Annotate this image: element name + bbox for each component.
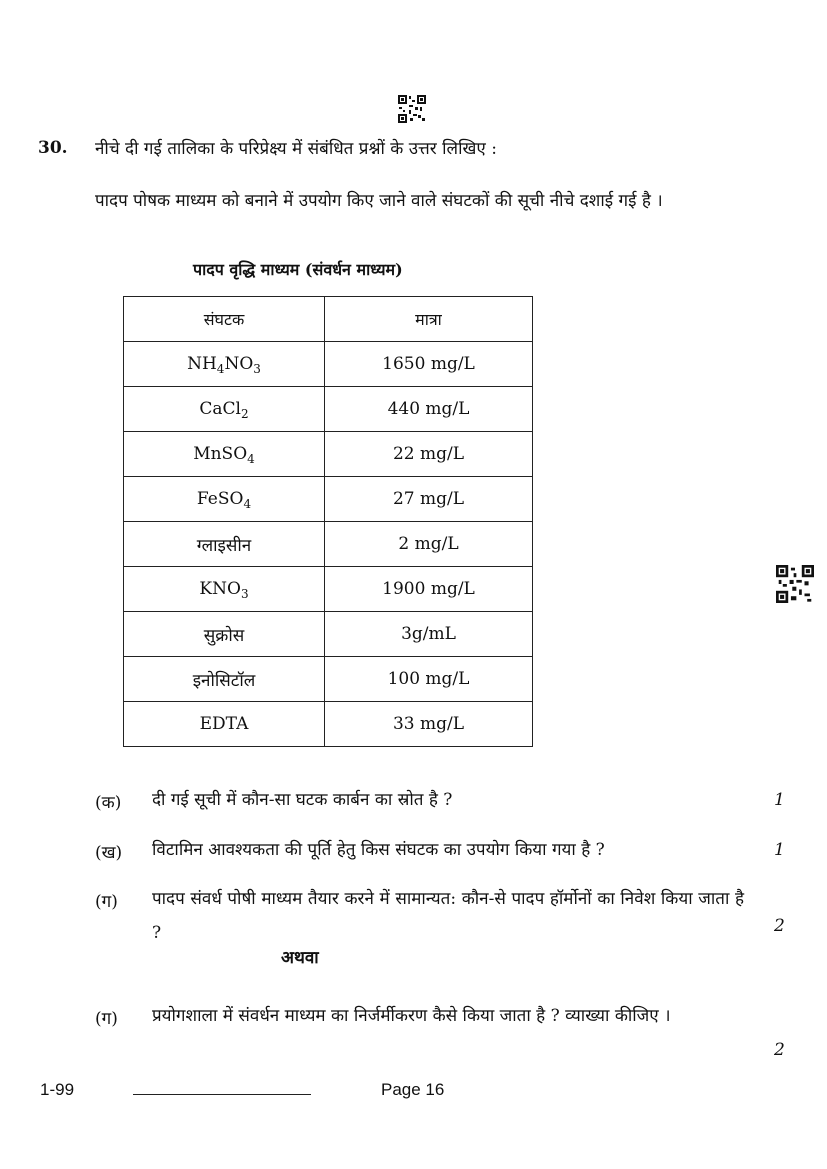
component-cell (124, 342, 325, 387)
table-header-row (124, 297, 533, 342)
component-name: KNO (199, 579, 241, 599)
part-ga-marks: 2 (774, 916, 785, 936)
part-ga-alt-label: (ग) (95, 1009, 118, 1029)
component-name: EDTA (199, 714, 249, 734)
table-row (124, 522, 533, 567)
component-name: सुक्रोस (203, 625, 245, 646)
amount-cell: 1900 mg/L (325, 567, 533, 612)
header-component: संघटक (124, 297, 325, 342)
subscript: 3 (253, 362, 261, 376)
component-name-part: NO (224, 354, 254, 374)
part-ka-marks: 1 (774, 790, 785, 810)
component-name: इनोसिटॉल (192, 670, 256, 691)
part-kha-marks: 1 (774, 840, 785, 860)
amount-cell: 1650 mg/L (325, 342, 533, 387)
table-row (124, 567, 533, 612)
top-qr-code (398, 95, 426, 123)
question-intro: पादप पोषक माध्यम को बनाने में उपयोग किए जाने वाले संघटकों की सूची नीचे दशाई गई है । (95, 191, 663, 211)
table-row (124, 657, 533, 702)
component-name: MnSO (193, 444, 248, 464)
table-row (124, 432, 533, 477)
media-components-table (123, 296, 533, 747)
or-separator: अथवा (281, 948, 319, 968)
side-qr-code (776, 565, 814, 603)
subscript: 4 (247, 452, 255, 466)
amount-cell: 22 mg/L (325, 432, 533, 477)
subscript: 4 (216, 362, 225, 376)
table-caption: पादप वृद्धि माध्यम (संवर्धन माध्यम) (193, 260, 403, 279)
part-ga-label: (ग) (95, 892, 118, 912)
component-name: FeSO (196, 489, 244, 509)
subscript: 4 (243, 497, 252, 511)
table-row (124, 387, 533, 432)
component-cell (124, 567, 325, 612)
amount-cell: 2 mg/L (325, 522, 533, 567)
question-prompt: नीचे दी गई तालिका के परिप्रेक्ष्य में संबंधित प्रश्नों के उत्तर लिखिए : (95, 139, 497, 159)
table-row (124, 477, 533, 522)
part-kha-text: विटामिन आवश्यकता की पूर्ति हेतु किस संघटक का उपयोग किया गया है ? (152, 840, 605, 860)
table-row (124, 612, 533, 657)
component-name: CaCl (199, 399, 241, 419)
part-ga-alt-text: प्रयोगशाला में संवर्धन माध्यम का निर्जर्मीकरण कैसे किया जाता है ? व्याख्या कीजिए । (152, 1006, 671, 1026)
component-name: ग्लाइसीन (196, 535, 252, 556)
part-ka-label: (क) (95, 793, 122, 813)
component-cell (124, 702, 325, 747)
amount-cell: 100 mg/L (325, 657, 533, 702)
paper-code: 1-99 (40, 1080, 75, 1099)
question-number: 30. (38, 138, 68, 158)
component-cell (124, 477, 325, 522)
component-cell (124, 387, 325, 432)
subscript: 3 (240, 587, 249, 601)
component-cell (124, 612, 325, 657)
part-ga-text: पादप संवर्ध पोषी माध्यम तैयार करने में सामान्यत: कौन-से पादप हॉर्मोनों का निवेश किया जाता है ? (152, 889, 744, 943)
table-row (124, 342, 533, 387)
page-number: Page 16 (381, 1080, 445, 1099)
component-name: NH (187, 354, 217, 374)
amount-cell: 440 mg/L (325, 387, 533, 432)
amount-cell: 3g/mL (325, 612, 533, 657)
component-cell (124, 522, 325, 567)
component-cell (124, 432, 325, 477)
header-quantity: मात्रा (325, 297, 533, 342)
component-cell (124, 657, 325, 702)
part-kha-label: (ख) (95, 843, 123, 863)
part-ga-alt-marks: 2 (774, 1040, 785, 1060)
amount-cell: 33 mg/L (325, 702, 533, 747)
footer-rule (133, 1094, 311, 1095)
part-ka-text: दी गई सूची में कौन-सा घटक कार्बन का स्रोत है ? (152, 790, 453, 810)
subscript: 2 (240, 407, 249, 421)
amount-cell: 27 mg/L (325, 477, 533, 522)
table-row (124, 702, 533, 747)
